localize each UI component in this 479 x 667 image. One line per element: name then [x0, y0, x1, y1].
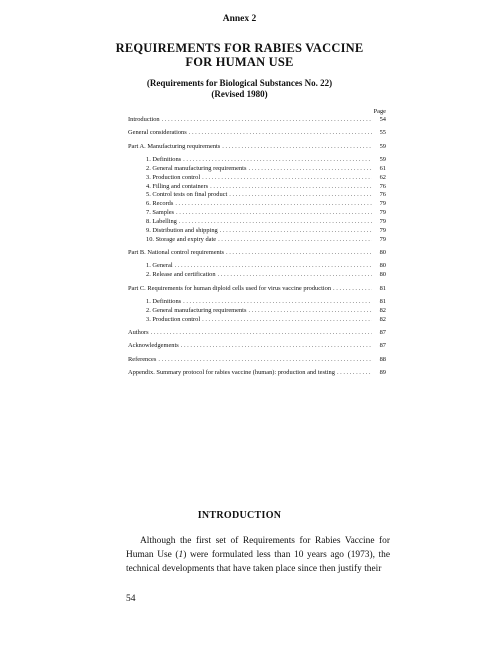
toc-entry-label: 7. Samples: [146, 209, 175, 217]
toc-dot-leader: [246, 307, 372, 316]
toc-entry-label: 9. Distribution and shipping: [146, 226, 218, 234]
table-of-contents: [128, 108, 386, 378]
toc-dot-leader: [177, 218, 372, 227]
subtitle-line-1: (Requirements for Biological Substances No. 22): [146, 78, 333, 88]
toc-entry-page: 79: [379, 218, 386, 226]
toc-entry: [128, 236, 386, 245]
toc-page-column-label: Page: [373, 108, 386, 115]
toc-entry-page: 54: [379, 116, 386, 123]
toc-entry-page: 80: [379, 271, 386, 279]
toc-entry-label: 3. Production control: [146, 315, 201, 323]
toc-entry-page: 89: [379, 368, 386, 376]
toc-dot-leader: [216, 271, 372, 280]
toc-dot-leader: [200, 174, 372, 183]
toc-entry-label: Authors: [128, 328, 149, 336]
toc-entry-page: 88: [379, 355, 386, 363]
toc-entry-label: 10. Storage and expiry date: [146, 235, 217, 243]
toc-entry-page: 79: [379, 209, 386, 217]
toc-entry-page: 87: [379, 328, 386, 336]
document-subtitle: [0, 78, 479, 100]
toc-entry-page: 61: [379, 164, 386, 172]
toc-dot-leader: [200, 316, 372, 325]
toc-entry-label: 1. General: [146, 262, 173, 270]
toc-entry: [128, 116, 386, 125]
toc-entry-label: 8. Labelling: [146, 218, 177, 226]
title-line-2: FOR HUMAN USE: [185, 55, 294, 69]
toc-entry-label: 2. General manufacturing requirements: [146, 306, 247, 314]
toc-entry: [128, 369, 386, 378]
toc-entry-label: References: [128, 355, 157, 363]
intro-reference: 1: [178, 550, 184, 560]
toc-dot-leader: [160, 116, 372, 125]
section-heading: INTRODUCTION: [197, 510, 282, 521]
toc-entry: [128, 143, 386, 152]
toc-entry-page: 59: [379, 155, 386, 163]
toc-entry: [128, 183, 386, 192]
toc-entry-label: Appendix. Summary protocol for rabies vaccine (human): production and testing: [128, 368, 335, 376]
toc-entry: [128, 209, 386, 218]
intro-text-start: Although the first set of Requirements for Rabies Vaccine for Human Use (: [126, 536, 390, 560]
toc-dot-leader: [187, 129, 372, 138]
subtitle-line-2: (Revised 1980): [211, 89, 268, 99]
toc-dot-leader: [224, 249, 372, 258]
toc-dot-leader: [335, 369, 372, 378]
toc-dot-leader: [246, 165, 372, 174]
toc-entry: [128, 165, 386, 174]
toc-entry-page: 76: [379, 182, 386, 190]
toc-entry-page: 76: [379, 191, 386, 199]
annex-label: Annex 2: [222, 14, 257, 24]
toc-dot-leader: [173, 262, 372, 271]
toc-entry-page: 80: [379, 249, 386, 257]
toc-entry-page: 62: [379, 173, 386, 181]
toc-entry-label: 5. Control tests on final product: [146, 191, 228, 199]
toc-entry-page: 79: [379, 226, 386, 234]
intro-text-end: ) were formulated less than 10 years ago (1973), the technical developments that have taken place since then justify their: [126, 550, 390, 574]
toc-entry: [128, 356, 386, 365]
toc-entry: [128, 218, 386, 227]
toc-dot-leader: [220, 143, 372, 152]
toc-entry-page: 82: [379, 315, 386, 323]
toc-entry: [128, 174, 386, 183]
toc-entry-label: General considerations: [128, 129, 187, 137]
toc-entry-page: 81: [379, 297, 386, 305]
toc-entry-label: 3. Production control: [146, 173, 201, 181]
toc-dot-leader: [181, 156, 372, 165]
toc-dot-leader: [218, 227, 372, 236]
toc-entry-label: Acknowledgements: [128, 342, 179, 350]
toc-entry: [128, 129, 386, 138]
toc-dot-leader: [331, 285, 372, 294]
document-title: [0, 41, 479, 69]
toc-dot-leader: [179, 342, 372, 351]
toc-dot-leader: [181, 298, 372, 307]
intro-paragraph: [126, 534, 390, 576]
toc-entry: [128, 227, 386, 236]
toc-entry-page: 81: [379, 284, 386, 292]
toc-entry: [128, 156, 386, 165]
toc-entry-page: 55: [379, 129, 386, 137]
toc-dot-leader: [149, 329, 372, 338]
toc-entry-label: Part A. Manufacturing requirements: [128, 142, 221, 150]
toc-entry-page: 82: [379, 306, 386, 314]
toc-dot-leader: [227, 191, 372, 200]
toc-entry-label: 1. Definitions: [146, 297, 182, 305]
toc-dot-leader: [174, 209, 372, 218]
toc-entry-label: Part B. National control requirements: [128, 249, 225, 257]
toc-entry: [128, 342, 386, 351]
toc-dot-leader: [156, 356, 372, 365]
toc-entry: [128, 329, 386, 338]
toc-entry-label: Introduction: [128, 116, 160, 123]
toc-entry: [128, 191, 386, 200]
toc-entry-page: 79: [379, 200, 386, 208]
toc-dot-leader: [208, 183, 372, 192]
title-line-1: REQUIREMENTS FOR RABIES VACCINE: [115, 41, 364, 55]
toc-entry: [128, 307, 386, 316]
toc-entry-page: 80: [379, 262, 386, 270]
toc-entry-label: 2. Release and certification: [146, 271, 216, 279]
toc-entry-label: Part C. Requirements for human diploid cells used for virus vaccine production: [128, 284, 332, 292]
toc-entry-page: 79: [379, 235, 386, 243]
toc-entry-label: 4. Filling and containers: [146, 182, 209, 190]
toc-entry-label: 2. General manufacturing requirements: [146, 164, 247, 172]
toc-entry-page: 59: [379, 142, 386, 150]
toc-entry: [128, 298, 386, 307]
toc-entry-page: 87: [379, 342, 386, 350]
toc-entry-label: 6. Records: [146, 200, 174, 208]
toc-entry-label: 1. Definitions: [146, 155, 182, 163]
toc-entry: [128, 316, 386, 325]
toc-entry: [128, 262, 386, 271]
toc-entry: [128, 200, 386, 209]
toc-entry: [128, 271, 386, 280]
toc-dot-leader: [173, 200, 372, 209]
toc-entry: [128, 249, 386, 258]
page-number: 54: [126, 594, 136, 604]
toc-entry: [128, 285, 386, 294]
toc-dot-leader: [216, 236, 372, 245]
